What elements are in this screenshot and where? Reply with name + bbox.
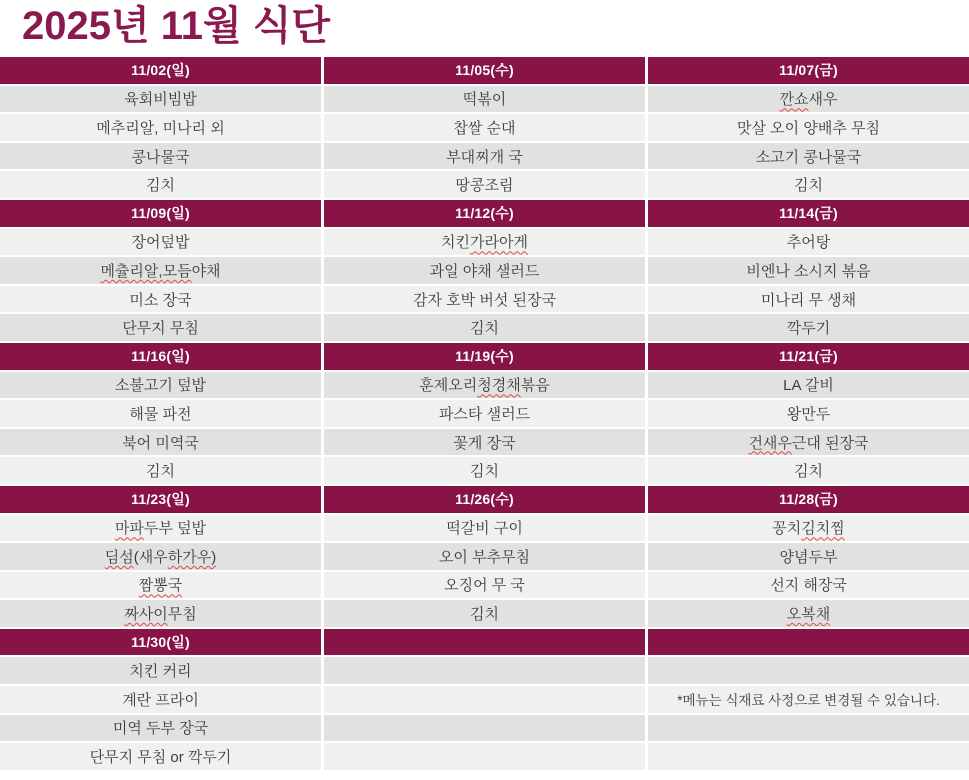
menu-text: 콩나물국 xyxy=(131,148,190,166)
menu-cell xyxy=(0,286,321,313)
menu-cell xyxy=(324,657,645,684)
menu-text: 추어탕 xyxy=(786,234,831,252)
menu-cell xyxy=(324,572,645,599)
menu-cell xyxy=(324,257,645,284)
menu-cell xyxy=(0,572,321,599)
misspelled-word: 딤섬 xyxy=(104,548,134,566)
menu-text: 미역 두부 장국 xyxy=(112,720,209,738)
menu-text: 김치 xyxy=(146,463,175,481)
date-header-cell: 11/12(수) xyxy=(324,200,645,227)
menu-text: 볶음 xyxy=(520,377,550,395)
date-header-cell: 11/05(수) xyxy=(324,57,645,84)
menu-cell xyxy=(324,314,645,341)
menu-cell xyxy=(324,286,645,313)
menu-text: 야채 xyxy=(191,262,221,280)
menu-text: 찹쌀 순대 xyxy=(453,119,516,137)
menu-cell xyxy=(648,600,969,627)
menu-cell xyxy=(648,286,969,313)
menu-cell xyxy=(0,257,321,284)
menu-text: 계란 프라이 xyxy=(122,691,199,709)
menu-cell xyxy=(648,400,969,427)
menu-cell xyxy=(0,314,321,341)
menu-text: 떡갈비 구이 xyxy=(446,520,523,538)
menu-cell xyxy=(324,429,645,456)
menu-text: 새우 xyxy=(808,91,838,109)
menu-cell xyxy=(648,457,969,484)
menu-cell xyxy=(0,86,321,113)
misspelled-word: 모듬 xyxy=(162,262,192,280)
menu-text: 감자 호박 버섯 된장국 xyxy=(413,291,556,309)
menu-cell xyxy=(324,457,645,484)
menu-cell xyxy=(324,229,645,256)
menu-cell xyxy=(648,515,969,542)
date-header-cell: 11/23(일) xyxy=(0,486,321,513)
menu-text: 북어 미역국 xyxy=(122,434,199,452)
menu-text: 꽃게 장국 xyxy=(453,434,516,452)
menu-cell xyxy=(324,543,645,570)
menu-text: 김치 xyxy=(470,606,499,624)
menu-cell xyxy=(0,372,321,399)
menu-table xyxy=(0,57,969,770)
menu-text: 맛살 오이 양배추 무침 xyxy=(737,119,880,137)
date-header-cell: 11/09(일) xyxy=(0,200,321,227)
date-header-cell: 11/14(금) xyxy=(648,200,969,227)
menu-cell xyxy=(648,171,969,198)
menu-cell xyxy=(648,86,969,113)
misspelled-word: 짜사이 xyxy=(124,606,168,624)
menu-cell xyxy=(648,657,969,684)
menu-text: 미나리 무 생채 xyxy=(760,291,857,309)
menu-cell xyxy=(324,600,645,627)
menu-cell xyxy=(324,515,645,542)
menu-cell xyxy=(0,715,321,742)
menu-text: 단무지 무침 xyxy=(122,320,199,338)
misspelled-word: 깐쇼 xyxy=(779,91,809,109)
misspelled-word: 오복채 xyxy=(786,606,831,624)
date-header-cell xyxy=(648,629,969,656)
menu-text: 오징어 무 국 xyxy=(444,577,525,595)
menu-cell xyxy=(324,86,645,113)
date-header-cell: 11/02(일) xyxy=(0,57,321,84)
menu-text: 무침 xyxy=(167,606,197,624)
menu-cell xyxy=(0,429,321,456)
menu-text: 비엔나 소시지 볶음 xyxy=(746,262,871,280)
menu-text: 꽁치 xyxy=(772,520,802,538)
menu-text: 오이 부추무침 xyxy=(438,548,531,566)
menu-cell xyxy=(648,715,969,742)
menu-cell xyxy=(324,400,645,427)
menu-cell xyxy=(0,515,321,542)
menu-cell xyxy=(648,743,969,770)
date-header-cell: 11/28(금) xyxy=(648,486,969,513)
menu-cell xyxy=(324,143,645,170)
menu-cell xyxy=(648,372,969,399)
menu-text: 떡볶이 xyxy=(462,91,507,109)
menu-cell xyxy=(0,229,321,256)
menu-text: 단무지 무침 or 깍두기 xyxy=(89,749,232,767)
menu-cell xyxy=(648,143,969,170)
menu-cell xyxy=(648,229,969,256)
menu-text: 소고기 콩나물국 xyxy=(755,148,862,166)
menu-text: 치킨 xyxy=(441,234,470,252)
menu-text: 장어덮밥 xyxy=(131,234,190,252)
date-header-cell: 11/21(금) xyxy=(648,343,969,370)
menu-text: 깍두기 xyxy=(786,320,831,338)
date-header-cell: 11/19(수) xyxy=(324,343,645,370)
menu-cell xyxy=(648,114,969,141)
misspelled-word: 하가우) xyxy=(167,548,217,566)
menu-text: 김치 xyxy=(470,320,499,338)
page-title: 2025년 11월 식단 xyxy=(22,4,331,48)
menu-text: (새우 xyxy=(133,548,168,566)
menu-text: 소불고기 덮밥 xyxy=(114,377,207,395)
menu-text: 땅콩조림 xyxy=(455,177,514,195)
misspelled-word: 마파 xyxy=(114,520,144,538)
menu-cell xyxy=(0,600,321,627)
menu-cell xyxy=(324,715,645,742)
misspelled-word: 김치찜 xyxy=(801,520,845,538)
menu-text: 해물 파전 xyxy=(129,405,192,423)
menu-cell xyxy=(324,114,645,141)
menu-cell xyxy=(0,457,321,484)
menu-cell xyxy=(0,543,321,570)
date-header-cell: 11/30(일) xyxy=(0,629,321,656)
menu-text: 훈제오리 xyxy=(419,377,478,395)
menu-cell xyxy=(648,257,969,284)
misspelled-word: 가라아게 xyxy=(470,234,528,252)
menu-text: 미소 장국 xyxy=(129,291,192,309)
menu-cell xyxy=(648,543,969,570)
menu-text: *메뉴는 식재료 사정으로 변경될 수 있습니다. xyxy=(677,693,940,709)
misspelled-word: 청경채 xyxy=(477,377,521,395)
menu-cell xyxy=(0,114,321,141)
menu-text: 부대찌개 국 xyxy=(446,148,523,166)
date-header-cell xyxy=(324,629,645,656)
date-header-cell: 11/16(일) xyxy=(0,343,321,370)
menu-text: 치킨 커리 xyxy=(129,663,192,681)
misspelled-word: 짬뽕국 xyxy=(138,577,183,595)
misspelled-word: 메츌리알, xyxy=(100,262,163,280)
menu-cell xyxy=(0,743,321,770)
menu-text: 왕만두 xyxy=(786,405,831,423)
menu-cell xyxy=(648,314,969,341)
menu-cell xyxy=(0,171,321,198)
menu-note-cell xyxy=(648,686,969,713)
menu-cell xyxy=(0,143,321,170)
menu-text: 김치 xyxy=(794,463,823,481)
date-header-cell: 11/07(금) xyxy=(648,57,969,84)
menu-cell xyxy=(648,429,969,456)
menu-cell xyxy=(648,572,969,599)
menu-cell xyxy=(0,400,321,427)
menu-text: 김치 xyxy=(146,177,175,195)
menu-text: 선지 해장국 xyxy=(770,577,847,595)
misspelled-word: 건새우 xyxy=(748,434,792,452)
menu-text: 근대 된장국 xyxy=(791,434,869,452)
menu-text: 파스타 샐러드 xyxy=(438,405,531,423)
menu-text: LA 갈비 xyxy=(783,377,834,395)
menu-cell xyxy=(324,372,645,399)
date-header-cell: 11/26(수) xyxy=(324,486,645,513)
menu-text: 육회비빔밥 xyxy=(124,91,197,109)
menu-cell xyxy=(324,686,645,713)
menu-text: 김치 xyxy=(794,177,823,195)
menu-text: 김치 xyxy=(470,463,499,481)
menu-text: 과일 야채 샐러드 xyxy=(429,262,540,280)
menu-text: 메추리알, 미나리 외 xyxy=(96,119,225,137)
menu-text: 두부 덮밥 xyxy=(143,520,207,538)
menu-text: 양념두부 xyxy=(779,548,838,566)
menu-cell xyxy=(0,657,321,684)
menu-cell xyxy=(324,743,645,770)
menu-cell xyxy=(0,686,321,713)
menu-cell xyxy=(324,171,645,198)
